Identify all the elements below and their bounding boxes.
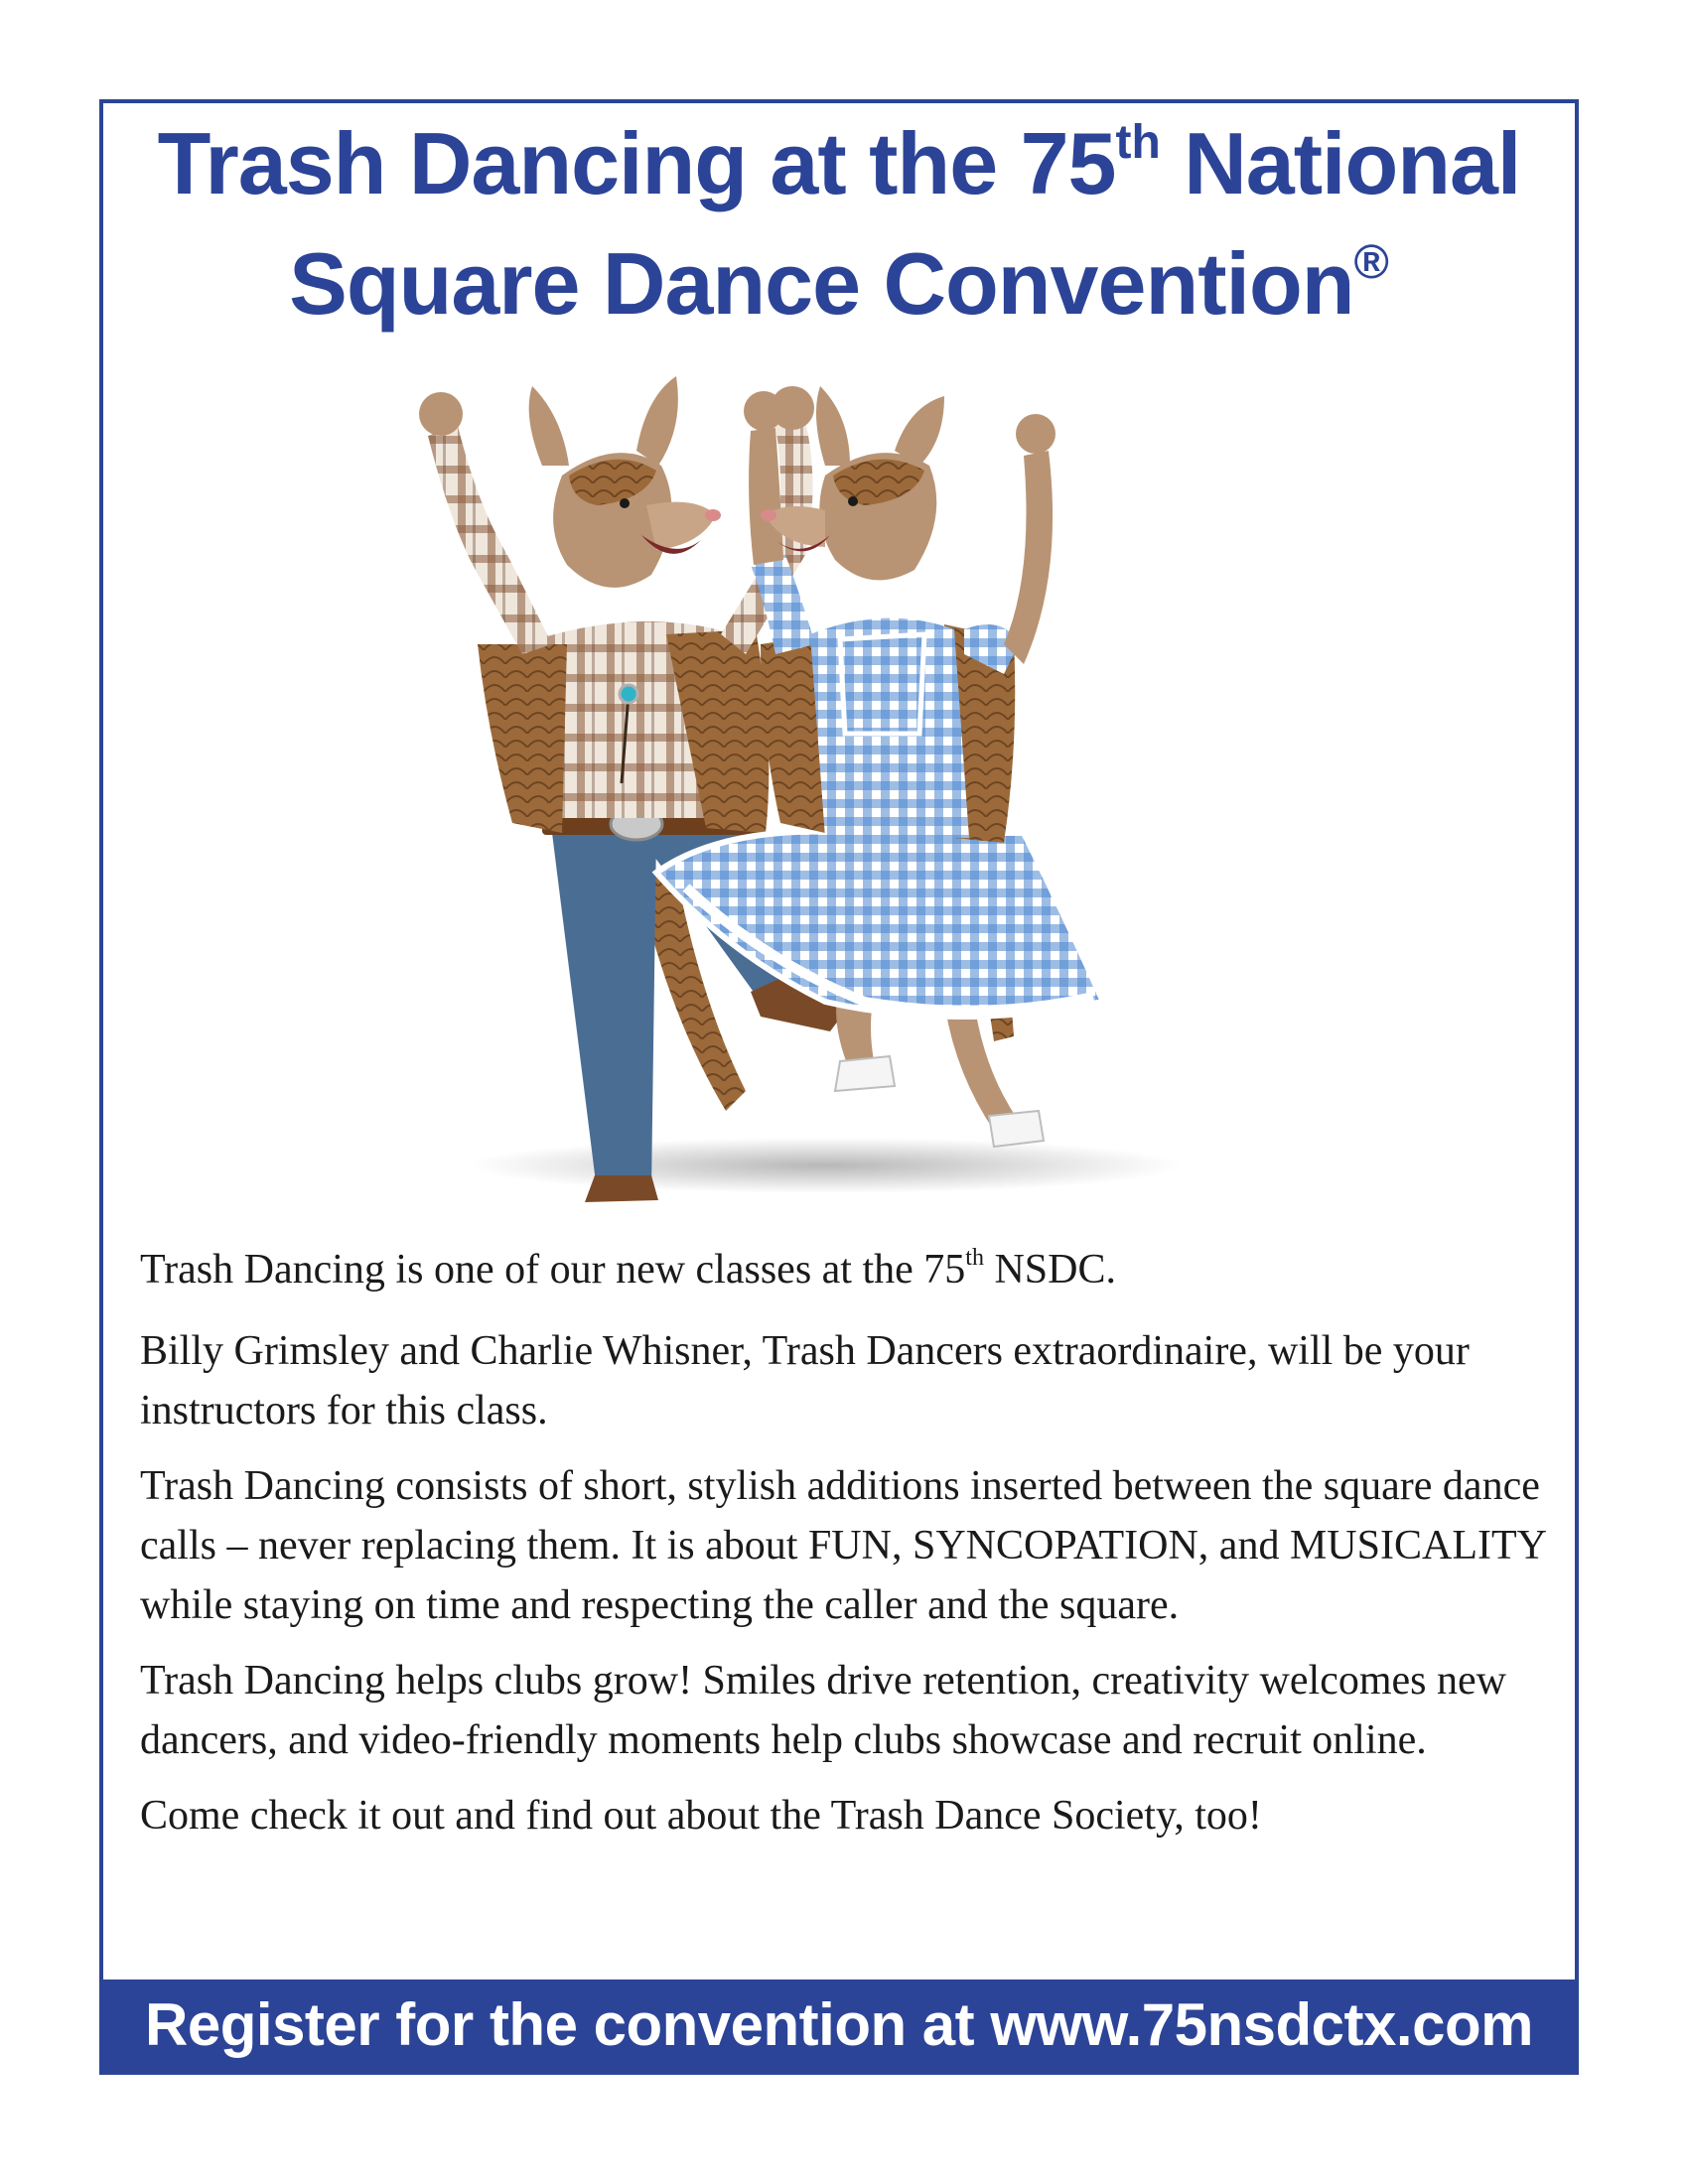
paragraph-definition: Trash Dancing consists of short, stylish additions inserted between the square dance calls – never replacing them. It is about FUN, SYNCOPATION, and MUSICALITY while staying on time and respecting the caller and the square. (140, 1463, 1546, 1628)
paragraph-intro (140, 1240, 1550, 1305)
registration-link[interactable]: Register for the convention at www.75nsdctx.com (145, 1991, 1533, 2058)
flyer-frame (99, 99, 1579, 2075)
class-description (140, 1240, 1550, 1861)
intro-superscript: th (965, 1245, 984, 1271)
title-line-1 (158, 114, 1521, 212)
page-title (103, 111, 1575, 351)
ground-shadow (468, 1138, 1183, 1193)
paragraph-invitation: Come check it out and find out about the Trash Dance Society, too! (140, 1793, 1262, 1839)
registration-banner (103, 1979, 1575, 2071)
title-text-c: Square Dance Convention (289, 234, 1354, 333)
intro-text: Trash Dancing is one of our new classes at the 75 (140, 1247, 966, 1293)
paragraph-benefits: Trash Dancing helps clubs grow! Smiles drive retention, creativity welcomes new dancers, and video-friendly moments help clubs showcase and recruit online. (140, 1658, 1506, 1763)
paragraph-instructors: Billy Grimsley and Charlie Whisner, Trash Dancers extraordinaire, will be your instructors for this class. (140, 1328, 1470, 1433)
dancing-armadillos-illustration (309, 317, 1381, 1220)
registered-mark: ® (1353, 236, 1389, 289)
title-text-a: Trash Dancing at the 75 (157, 114, 1116, 212)
title-text-b: National (1160, 114, 1521, 212)
intro-text-end: NSDC. (983, 1247, 1117, 1293)
title-superscript: th (1115, 116, 1161, 169)
